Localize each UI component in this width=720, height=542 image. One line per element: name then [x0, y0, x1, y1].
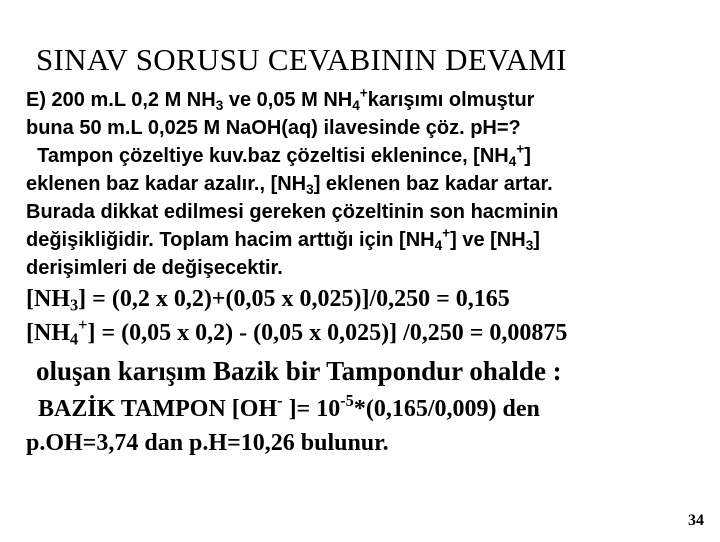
explanation-text: ] [524, 145, 531, 167]
equation-text: ] = (0,05 x 0,2) - (0,05 x 0,025)] /0,250 = 0,00875 [87, 320, 568, 346]
explanation-line-1 [26, 142, 706, 170]
conclusion-line-3: p.OH=3,74 dan p.H=10,26 bulunur. [26, 430, 389, 456]
conclusion-line-1: oluşan karışım Bazik bir Tampondur ohalde : [36, 356, 562, 386]
equation-text: [NH [26, 320, 70, 346]
problem-line-2: buna 50 m.L 0,025 M NaOH(aq) ilavesinde çöz. pH=? [26, 117, 521, 139]
problem-text: ve 0,05 M NH [223, 89, 353, 111]
slide-title: SINAV SORUSU CEVABININ DEVAMI [36, 42, 567, 77]
equation-text: ] = (0,2 x 0,2)+(0,05 x 0,025)]/0,250 = 0,165 [78, 286, 510, 312]
superscript: + [442, 225, 451, 241]
equation-nh4 [26, 314, 568, 349]
subscript: 4 [70, 329, 79, 349]
subscript: 3 [70, 295, 79, 315]
problem-line-1 [26, 86, 706, 114]
conclusion-text: ]= 10 [282, 396, 341, 422]
explanation-line-3: Burada dikkat edilmesi gereken çözeltinin son hacminin [26, 201, 559, 223]
explanation-text: ] ve [NH [450, 229, 526, 251]
explanation-text: eklenen baz kadar azalır., [NH [26, 173, 307, 195]
superscript: + [359, 85, 368, 101]
page-number: 34 [688, 512, 704, 529]
superscript: + [516, 141, 525, 157]
conclusion-line-2 [38, 390, 540, 423]
subscript: 4 [508, 153, 517, 169]
equation-text: [NH [26, 286, 70, 312]
conclusion-text: *(0,165/0,009) den [353, 396, 540, 422]
problem-text: karışımı olmuştur [367, 89, 535, 111]
superscript: -5 [340, 390, 354, 410]
problem-text: E) 200 m.L 0,2 M NH [26, 89, 216, 111]
explanation-line-5: derişimleri de değişecektir. [26, 257, 283, 279]
subscript: 3 [525, 237, 534, 253]
explanation-text: ] [533, 229, 540, 251]
superscript: + [78, 314, 88, 334]
superscript: - [277, 390, 283, 410]
subscript: 4 [434, 237, 443, 253]
subscript: 3 [306, 181, 314, 197]
explanation-text: değişikliğidir. Toplam hacim arttığı için [NH [26, 229, 435, 251]
explanation-text: Tampon çözeltiye kuv.baz çözeltisi eklenince, [NH [26, 145, 509, 167]
conclusion-text: BAZİK TAMPON [OH [38, 396, 278, 422]
explanation-line-4 [26, 226, 706, 254]
explanation-line-2 [26, 170, 706, 198]
explanation-text: ] eklenen baz kadar artar. [313, 173, 553, 195]
subscript: 4 [352, 97, 360, 113]
equation-nh3 [26, 286, 510, 313]
subscript: 3 [215, 97, 224, 113]
